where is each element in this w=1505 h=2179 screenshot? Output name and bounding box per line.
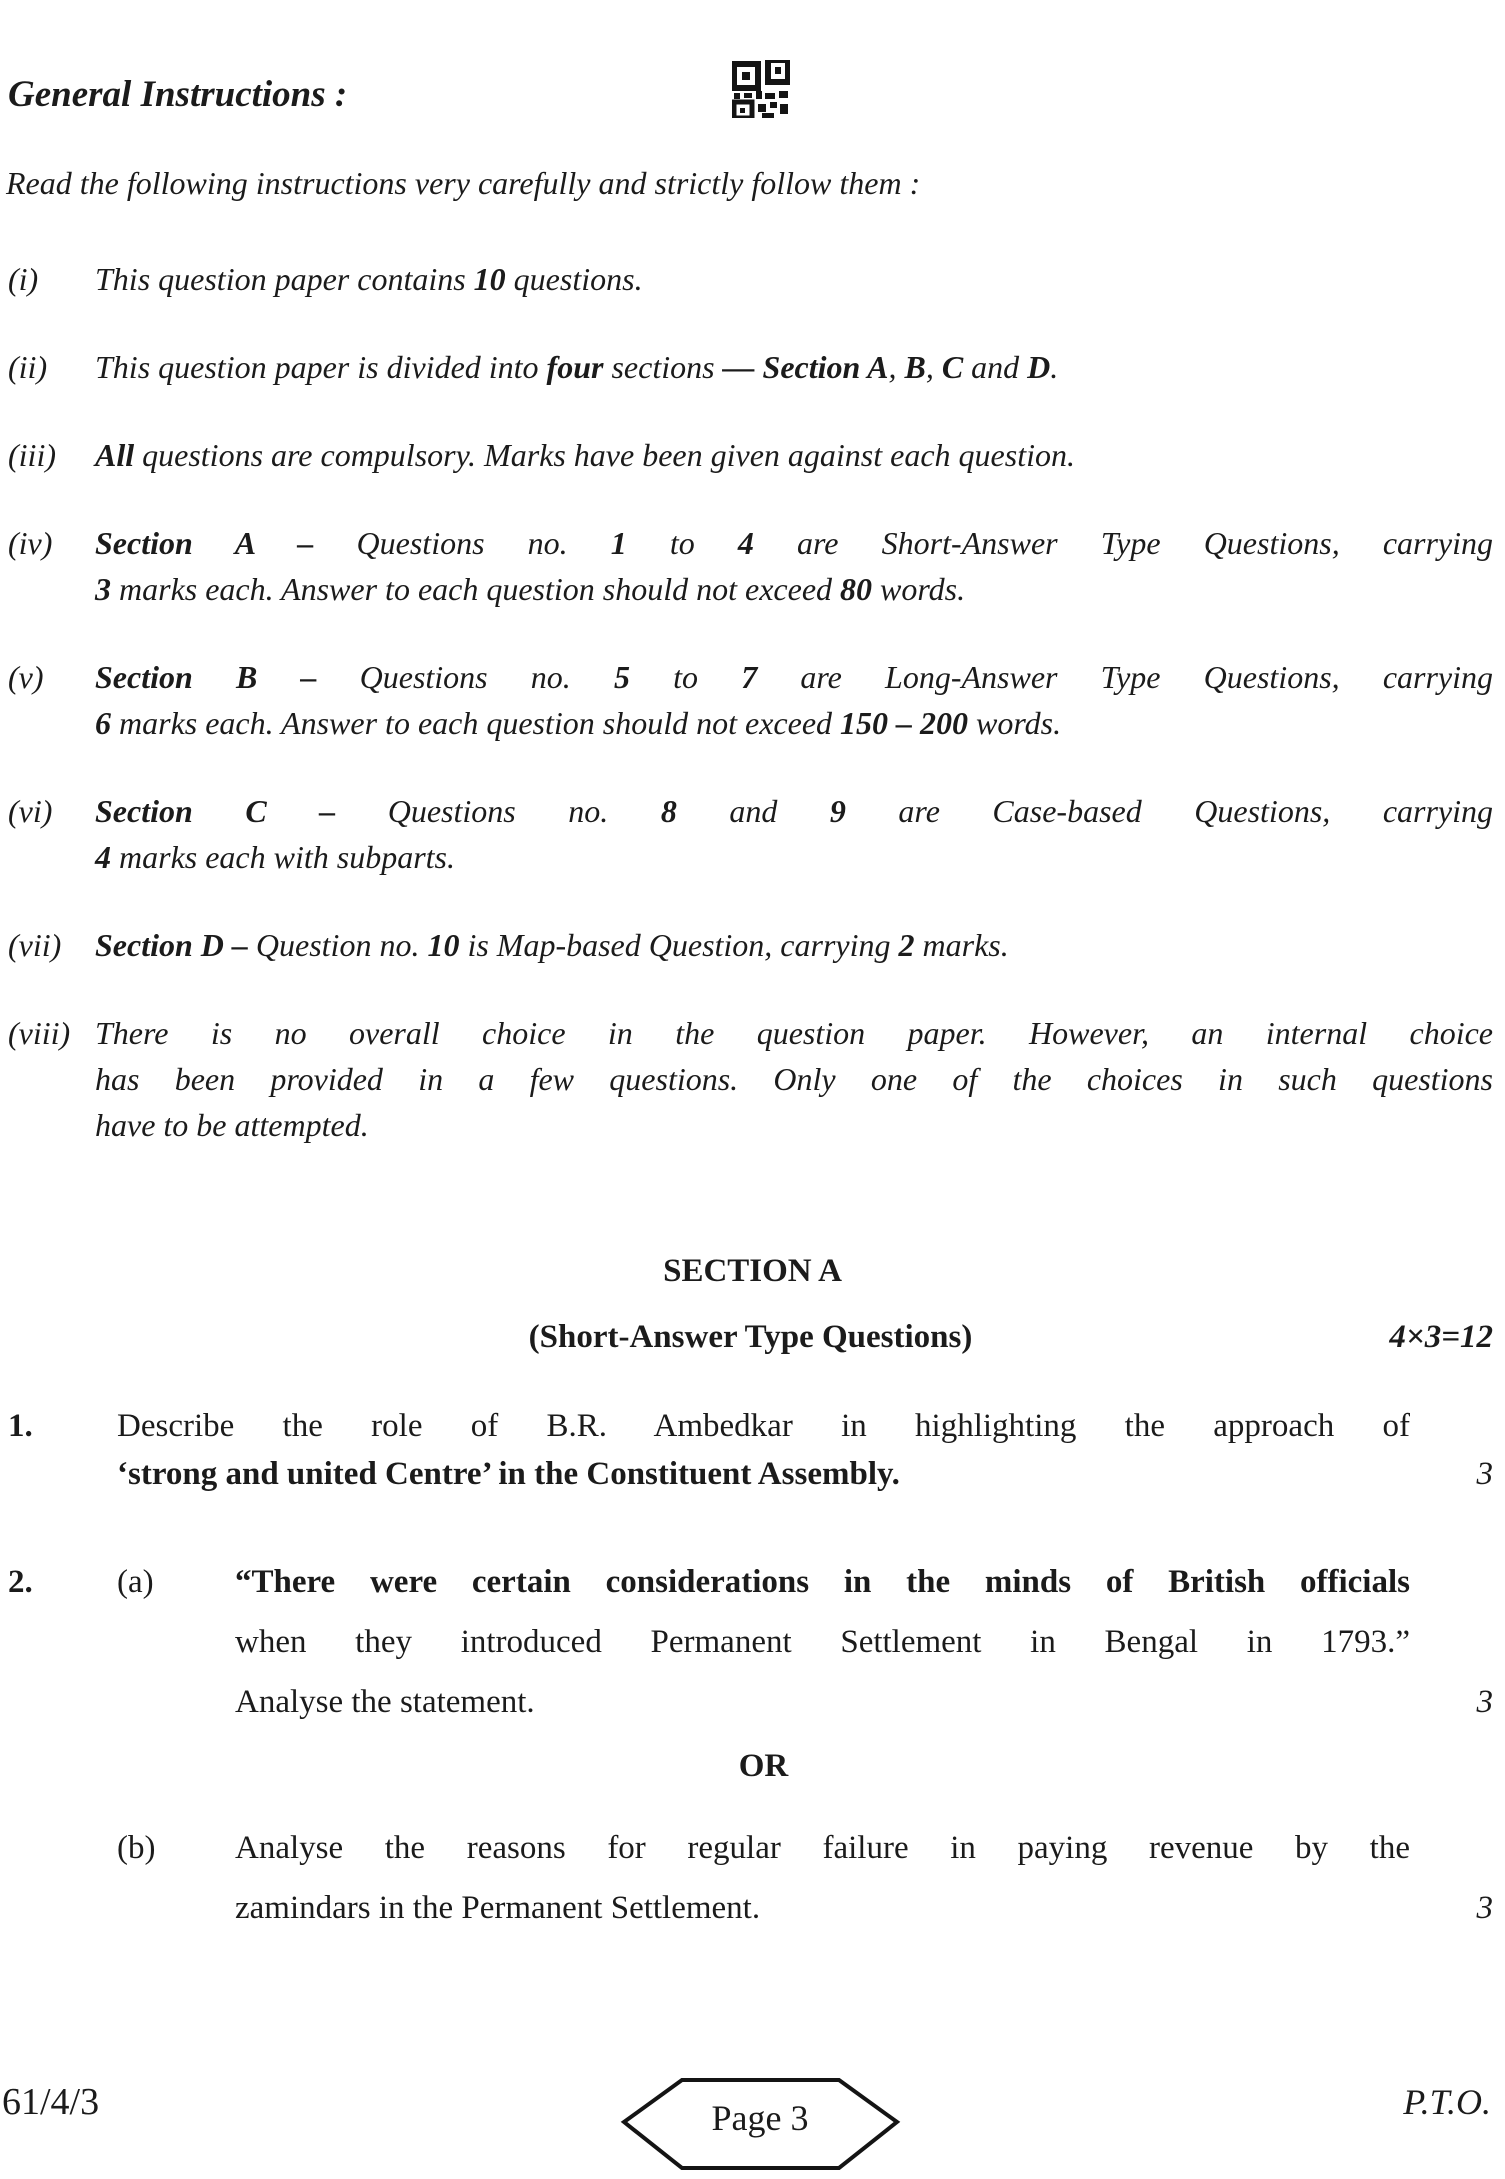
question-line (235, 1612, 1493, 1672)
text-run: to (629, 659, 742, 695)
question-text (117, 1450, 1410, 1498)
text-run: , (925, 349, 942, 385)
emphasis-text: 5 (613, 659, 630, 695)
emphasis-text: 6 (95, 705, 111, 741)
emphasis-text: 80 (840, 571, 873, 607)
instruction-text (95, 922, 1493, 968)
section-a-subtitle-row (0, 1314, 1505, 1360)
question-2 (8, 1552, 1493, 1938)
text-run: marks each. Answer to each question should not exceed (111, 571, 841, 607)
instruction-text (95, 520, 1493, 612)
emphasis-text: D (1027, 349, 1051, 385)
text-run: . (1050, 349, 1059, 385)
emphasis-text: four (546, 349, 604, 385)
section-a-subtitle: (Short-Answer Type Questions) (528, 1319, 973, 1355)
instruction-number: (iii) (8, 437, 56, 473)
question-line (117, 1450, 1493, 1498)
instruction-number: (vii) (8, 927, 62, 963)
text-run: This question paper contains (95, 261, 474, 297)
emphasis-text: Section D – (95, 927, 248, 963)
instructions-intro: Read the following instructions very carefully and strictly follow them : (6, 165, 921, 201)
text-run: are Short-Answer Type Questions, carrying (753, 525, 1494, 561)
instruction-number: (i) (8, 261, 39, 297)
text-run: zamindars in the Permanent Settlement. (235, 1890, 761, 1926)
instruction-item-iv (8, 520, 1493, 612)
text-run: This question paper is divided into (95, 349, 547, 385)
question-number: 1. (8, 1408, 33, 1444)
question-text (117, 1402, 1410, 1450)
text-line (95, 432, 1493, 478)
text-run: , (888, 349, 905, 385)
text-run: Questions no. (316, 659, 614, 695)
question-body (117, 1402, 1493, 1498)
text-run: when they introduced Permanent Settlement in Bengal in 1793.” (235, 1624, 1410, 1660)
emphasis-text: 4 (95, 839, 111, 875)
emphasis-text: ‘strong and united Centre’ in the Constituent Assembly. (117, 1456, 900, 1492)
text-line (95, 654, 1493, 700)
emphasis-text: 8 (660, 793, 677, 829)
text-run: marks each. Answer to each question should not exceed (111, 705, 841, 741)
question-text (235, 1672, 1410, 1732)
or-divider: OR (738, 1748, 789, 1784)
text-run: is Map-based Question, carrying (459, 927, 899, 963)
text-run: Question no. (247, 927, 428, 963)
text-run: are Case-based Questions, carrying (845, 793, 1494, 829)
emphasis-text: 7 (741, 659, 758, 695)
text-run: and (676, 793, 830, 829)
pto-label: P.T.O. (1403, 2082, 1491, 2122)
text-run: questions are compulsory. Marks have been given against each question. (134, 437, 1075, 473)
text-run: marks each with subparts. (111, 839, 455, 875)
text-run: words. (968, 705, 1062, 741)
text-run: and (963, 349, 1028, 385)
question-line (117, 1402, 1493, 1450)
text-run: have to be attempted. (95, 1107, 369, 1143)
question-part-b (117, 1818, 1493, 1938)
emphasis-text: Section C – (95, 793, 336, 829)
instruction-text (95, 788, 1493, 880)
part-label: (b) (117, 1830, 156, 1866)
emphasis-text: 2 (898, 927, 915, 963)
question-line (235, 1818, 1493, 1878)
question-paper-page (0, 74, 1505, 2138)
emphasis-text: 1 (610, 525, 627, 561)
question-text (235, 1878, 1410, 1938)
text-line (95, 788, 1493, 834)
emphasis-text: B (904, 349, 926, 385)
emphasis-text: Section A – (95, 525, 314, 561)
emphasis-text: 9 (829, 793, 846, 829)
instruction-text (95, 344, 1493, 390)
instruction-item-vii (8, 922, 1493, 968)
instruction-item-v (8, 654, 1493, 746)
question-line (235, 1672, 1493, 1732)
section-a-marks-scheme: 4×3=12 (1389, 1319, 1493, 1355)
text-run: Questions no. (335, 793, 661, 829)
general-instructions-list (0, 256, 1505, 1148)
text-run: There is no overall choice in the question paper. However, an internal choice (95, 1015, 1493, 1051)
question-number: 2. (8, 1564, 33, 1600)
emphasis-text: 3 (95, 571, 111, 607)
instruction-number: (v) (8, 659, 44, 695)
section-a-title: SECTION A (663, 1253, 842, 1289)
text-line (95, 344, 1493, 390)
marks-value: 3 (1476, 1890, 1493, 1926)
text-line (95, 256, 1493, 302)
text-run: questions. (505, 261, 643, 297)
instruction-number: (iv) (8, 525, 53, 561)
text-line (95, 1010, 1493, 1056)
text-line (95, 1102, 1493, 1148)
question-text (235, 1552, 1410, 1612)
text-run: Describe the role of B.R. Ambedkar in highlighting the approach of (117, 1408, 1410, 1444)
instruction-item-ii (8, 344, 1493, 390)
question-part-a (117, 1552, 1493, 1732)
qr-code (732, 60, 790, 118)
instruction-item-i (8, 256, 1493, 302)
emphasis-text: 10 (427, 927, 460, 963)
questions-list (0, 1402, 1505, 1938)
instruction-number: (ii) (8, 349, 48, 385)
text-run: has been provided in a few questions. Only one of the choices in such questions (95, 1061, 1493, 1097)
emphasis-text: All (95, 437, 135, 473)
text-line (95, 922, 1493, 968)
text-run: words. (872, 571, 966, 607)
text-line (95, 834, 1493, 880)
page-number-hexagon (618, 2076, 903, 2174)
marks-value: 3 (1476, 1684, 1493, 1720)
instruction-text (95, 432, 1493, 478)
instruction-text (95, 256, 1493, 302)
instruction-number: (viii) (8, 1015, 71, 1051)
instruction-item-vi (8, 788, 1493, 880)
question-line (235, 1552, 1493, 1612)
text-line (95, 520, 1493, 566)
question-body (117, 1552, 1493, 1938)
text-line (95, 700, 1493, 746)
text-run: Analyse the reasons for regular failure in paying revenue by the (235, 1830, 1410, 1866)
question-text (235, 1612, 1410, 1672)
marks-value: 3 (1476, 1456, 1493, 1492)
emphasis-text: C (941, 349, 964, 385)
emphasis-text: 10 (473, 261, 506, 297)
instruction-item-iii (8, 432, 1493, 478)
text-run: are Long-Answer Type Questions, carrying (757, 659, 1494, 695)
general-instructions-heading: General Instructions : (8, 74, 348, 115)
text-line (95, 1056, 1493, 1102)
text-run: to (626, 525, 738, 561)
text-run: Analyse the statement. (235, 1684, 535, 1720)
question-line (235, 1878, 1493, 1938)
paper-code: 61/4/3 (2, 2081, 100, 2123)
instruction-text (95, 1010, 1493, 1148)
text-run: Questions no. (313, 525, 611, 561)
part-body (235, 1552, 1493, 1732)
text-run: sections (603, 349, 723, 385)
instruction-number: (vi) (8, 793, 53, 829)
part-body (235, 1818, 1493, 1938)
text-run: marks. (914, 927, 1009, 963)
instruction-text (95, 654, 1493, 746)
question-text (235, 1818, 1410, 1878)
emphasis-text: 4 (737, 525, 754, 561)
question-1 (8, 1402, 1493, 1498)
instruction-item-viii (8, 1010, 1493, 1148)
emphasis-text: — Section A (722, 349, 889, 385)
emphasis-text: “There were certain considerations in the minds of British officials (235, 1564, 1410, 1600)
emphasis-text: 150 – 200 (840, 705, 969, 741)
part-label: (a) (117, 1564, 154, 1600)
text-line (95, 566, 1493, 612)
emphasis-text: Section B – (95, 659, 317, 695)
page-number: Page 3 (711, 2098, 809, 2138)
